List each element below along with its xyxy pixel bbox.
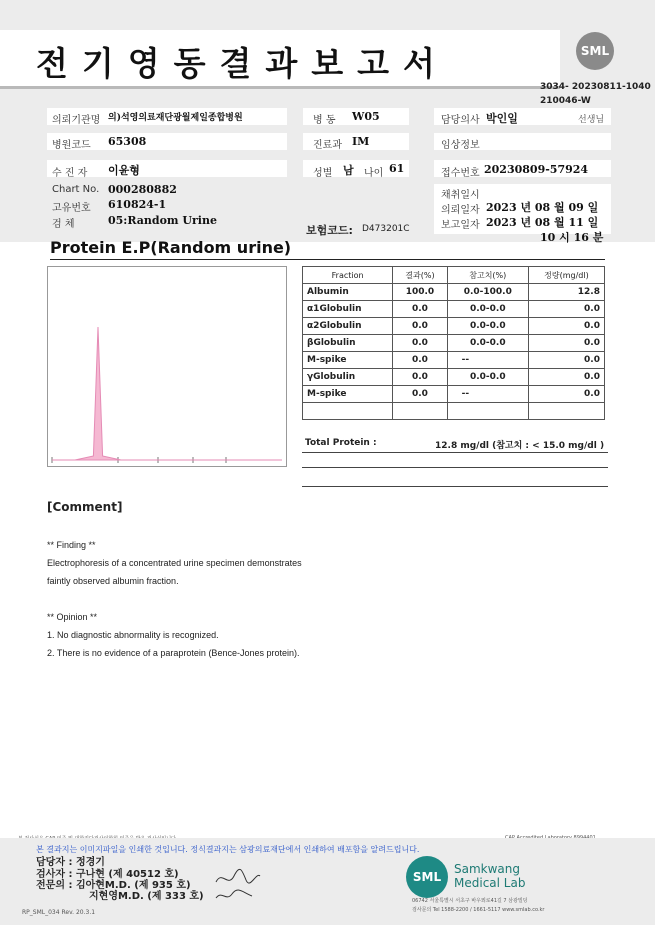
finding-line: Electrophoresis of a concentrated urine specimen demonstrates (47, 558, 302, 568)
id-no-label: 고유번호 (52, 203, 91, 214)
table-row (303, 352, 605, 369)
divider (302, 486, 608, 487)
quantity-cell: 0.0 (528, 301, 604, 318)
doctor-label: 담당의사 (441, 115, 480, 126)
table-row (303, 386, 605, 403)
report-value: 2023 년 08 월 11 일 (486, 216, 599, 229)
dept-label: 진료과 (313, 140, 342, 151)
reference-cell: 0.0-0.0 (447, 301, 528, 318)
section-title: Protein E.P(Random urine) (50, 238, 292, 257)
section-rule (50, 259, 605, 260)
col-reference: 참고치(%) (447, 267, 528, 284)
fraction-cell: α2Globulin (303, 318, 393, 335)
ward-value: W05 (352, 110, 380, 123)
reference-cell: 0.0-0.0 (447, 318, 528, 335)
lab-name-line1: Samkwang (454, 862, 520, 876)
dept-value: IM (352, 135, 370, 148)
insurance-label: 보험코드: (306, 224, 353, 237)
quantity-cell: 0.0 (528, 352, 604, 369)
form-number: RP_SML_034 Rev. 20.3.1 (22, 909, 96, 916)
total-protein-label: Total Protein : (305, 438, 377, 448)
request-label: 의뢰일자 (441, 205, 480, 216)
insurance-value: D473201C (362, 224, 410, 234)
quantity-cell: 0.0 (528, 386, 604, 403)
table-row (303, 318, 605, 335)
staff-tester: 검사자 : 구나현 (제 40512 호) (36, 869, 179, 880)
table-row (303, 301, 605, 318)
specimen-label: 검 체 (52, 219, 75, 230)
divider (302, 467, 608, 468)
receipt-label: 접수번호 (441, 168, 480, 179)
lab-name (454, 862, 525, 890)
fraction-cell: Albumin (303, 284, 393, 301)
reference-cell: -- (447, 352, 528, 369)
col-fraction: Fraction (303, 267, 393, 284)
staff-specialist: 전문의 : 김아현M.D. (제 935 호) (36, 880, 191, 891)
age-label: 나이 (364, 168, 384, 179)
electrophoresis-chart (47, 266, 287, 467)
result-cell: 0.0 (393, 301, 447, 318)
report-title: 전기영동결과보고서 (36, 44, 449, 83)
table-row (303, 369, 605, 386)
quantity-cell (528, 403, 604, 420)
total-protein-value: 12.8 mg/dl (참고치 : < 15.0 mg/dl ) (435, 441, 605, 451)
results-table (302, 266, 605, 420)
collect-label: 채취일시 (441, 190, 480, 201)
chart-no-label: Chart No. (52, 184, 100, 195)
hospcode-value: 65308 (108, 135, 147, 148)
divider (302, 452, 608, 453)
opinion-line: 2. There is no evidence of a paraprotein (Bence-Jones protein). (47, 648, 300, 658)
report-label: 보고일자 (441, 220, 480, 231)
patient-name-value: 이윤형 (108, 164, 140, 177)
reference-cell: 0.0-100.0 (447, 284, 528, 301)
result-cell: 0.0 (393, 318, 447, 335)
opinion-heading: ** Opinion ** (47, 612, 98, 622)
quantity-cell: 0.0 (528, 369, 604, 386)
table-header-row (303, 267, 605, 284)
albumin-peak (52, 327, 282, 460)
image-notice: 본 결과지는 이미지파일을 인쇄한 것입니다. 정식결과지는 삼광의료재단에서 인쇄하여 배포함을 알려드립니다. (36, 845, 420, 854)
org-value: 의)석영의료재단광월제일종합병원 (108, 113, 243, 123)
col-quantity: 정량(mg/dl) (528, 267, 604, 284)
doctor-suffix: 선생님 (578, 115, 605, 125)
fraction-cell: M-spike (303, 386, 393, 403)
opinion-line: 1. No diagnostic abnormality is recognized. (47, 630, 219, 640)
result-cell: 0.0 (393, 369, 447, 386)
result-cell (393, 403, 447, 420)
finding-line: faintly observed albumin fraction. (47, 576, 179, 586)
request-value: 2023 년 08 월 09 일 (486, 201, 599, 214)
col-result: 결과(%) (393, 267, 447, 284)
total-protein (305, 438, 605, 451)
clinical-label: 임상정보 (441, 140, 480, 151)
result-cell: 0.0 (393, 386, 447, 403)
ward-label: 병 동 (313, 115, 336, 126)
reference-cell: -- (447, 386, 528, 403)
fraction-cell: M-spike (303, 352, 393, 369)
age-value: 61 (389, 162, 405, 175)
quantity-cell: 12.8 (528, 284, 604, 301)
org-label: 의뢰기관명 (52, 115, 101, 126)
sex-label: 성별 (313, 168, 333, 179)
patient-name-label: 수 진 자 (52, 168, 88, 179)
fraction-cell: γGlobulin (303, 369, 393, 386)
lab-name-line2: Medical Lab (454, 876, 526, 890)
reference-cell: 0.0-0.0 (447, 335, 528, 352)
sex-value: 남 (343, 164, 354, 177)
result-cell: 0.0 (393, 352, 447, 369)
specimen-value: 05:Random Urine (108, 214, 217, 227)
document-number: 3034- 20230811-1040 (540, 82, 651, 92)
sml-footer-logo: SML (406, 856, 448, 898)
document-number-suffix: 210046-W (540, 96, 591, 106)
fraction-cell: βGlobulin (303, 335, 393, 352)
chart-no-value: 000280882 (108, 183, 177, 196)
sml-logo: SML (576, 32, 614, 70)
fraction-cell: α1Globulin (303, 301, 393, 318)
lab-address: 06742 서울특별시 서초구 바우뫼로41길 7 삼광빌딩 (412, 898, 528, 904)
doctor-value: 박인일 (486, 112, 518, 125)
receipt-value: 20230809-57924 (484, 163, 589, 176)
electrophoresis-plot (48, 267, 286, 466)
signature (212, 866, 264, 904)
result-cell: 100.0 (393, 284, 447, 301)
finding-heading: ** Finding ** (47, 540, 96, 550)
table-row (303, 335, 605, 352)
reference-cell (447, 403, 528, 420)
table-row (303, 403, 605, 420)
hospcode-label: 병원코드 (52, 140, 91, 151)
quantity-cell: 0.0 (528, 335, 604, 352)
reference-cell: 0.0-0.0 (447, 369, 528, 386)
staff-specialist-2: 지현영M.D. (제 333 호) (89, 891, 204, 902)
comment-heading: [Comment] (47, 500, 123, 514)
fraction-cell (303, 403, 393, 420)
id-no-value: 610824-1 (108, 198, 167, 211)
report-time: 10 시 16 분 (540, 231, 604, 244)
result-cell: 0.0 (393, 335, 447, 352)
lab-contact: 검사문의 Tel 1588-2200 / 1661-5117 www.smlab.co.kr (412, 907, 545, 913)
staff-manager: 담당자 : 정경기 (36, 857, 105, 868)
table-row (303, 284, 605, 301)
quantity-cell: 0.0 (528, 318, 604, 335)
